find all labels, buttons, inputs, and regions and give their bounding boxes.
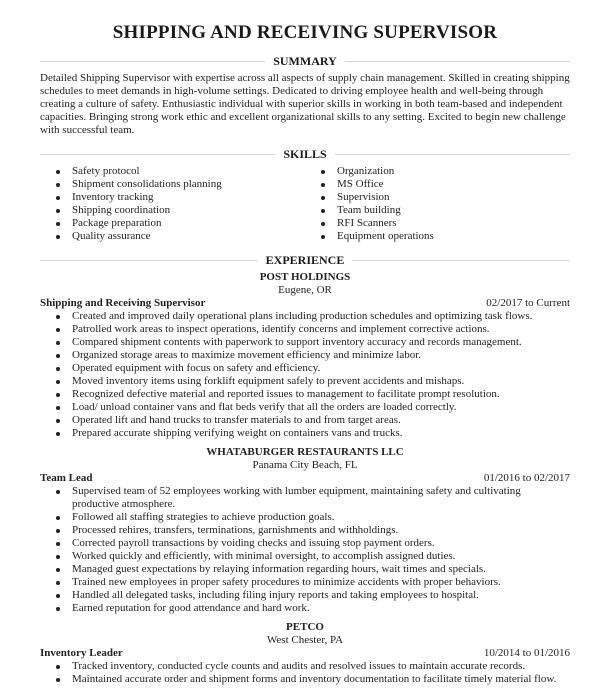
skill-item: Organization [305,165,570,178]
job-bullet: Corrected payroll transactions by voiding checks and issuing stop payment orders. [40,537,570,550]
job-bullet: Followed all staffing strategies to achieve production goals. [40,511,570,524]
job-bullets [40,660,570,686]
divider [40,154,275,155]
job-bullet: Organized storage areas to maximize movement efficiency and minimize labor. [40,349,570,362]
skill-item: RFI Scanners [305,217,570,230]
job-bullet: Operated lift and hand trucks to transfer materials to and from target areas. [40,414,570,427]
job-bullet: Prepared accurate shipping verifying weight on containers vans and trucks. [40,427,570,440]
job-bullet: Trained new employees in proper safety procedures to minimize accidents with proper behaviors. [40,576,570,589]
job-bullets [40,310,570,440]
job-dates: 02/2017 to Current [486,297,570,309]
divider [352,260,570,261]
job-title-row [40,647,570,660]
summary-text: Detailed Shipping Supervisor with expertise across all aspects of supply chain management. Skilled in creating shipping schedules to meet demands in high-volume settings. Dedicated to driving employee health and well-being through creating a culture of safety. Enthusiastic individual with superior skills in working in both team-based and independent capacities. Bringing strong work ethic and excellent organizational skills to any setting. Excited to begin new challenge with successful team. [40,72,570,136]
job-title-row [40,297,570,310]
skill-item: Shipment consolidations planning [40,178,305,191]
job-bullet: Processed rehires, transfers, terminations, garnishments and withholdings. [40,524,570,537]
job-bullet: Load/ unload container vans and flat beds verify that all the orders are loaded correctly. [40,401,570,414]
job-bullets [40,485,570,615]
job-dates: 10/2014 to 01/2016 [483,647,570,659]
job-bullet: Compared shipment contents with paperwork to support inventory accuracy and records management. [40,336,570,349]
skill-item: Package preparation [40,217,305,230]
job-bullet: Worked quickly and efficiently, with minimal oversight, to accomplish assigned duties. [40,550,570,563]
job-entry [40,271,570,440]
job-location: Panama City Beach, FL [252,459,358,471]
job-entry [40,621,570,686]
skills-heading-label: SKILLS [283,146,327,161]
skill-item: Supervision [305,191,570,204]
experience-list [40,271,570,686]
job-location: Eugene, OR [278,284,332,296]
experience-heading-label: EXPERIENCE [265,252,345,267]
job-company: WHATABURGER RESTAURANTS LLC [206,446,404,458]
job-title: Team Lead [40,472,93,484]
job-title: Shipping and Receiving Supervisor [40,297,206,309]
divider [335,154,570,155]
skills-column-left [40,165,305,243]
job-bullet: Maintained accurate order and shipment forms and inventory documentation to facilitate timely material flow. [40,673,570,686]
job-bullet: Managed guest expectations by relaying information regarding hours, wait times and specials. [40,563,570,576]
job-title-row [40,472,570,485]
job-entry [40,446,570,615]
divider [40,61,265,62]
experience-heading [40,253,570,267]
summary-heading [40,54,570,68]
skill-item: Equipment operations [305,230,570,243]
job-bullet: Handled all delegated tasks, including filing injury reports and taking employees to hospital. [40,589,570,602]
job-bullet: Patrolled work areas to inspect operations, identify concerns and implement corrective actions. [40,323,570,336]
job-bullet: Supervised team of 52 employees working with lumber equipment, maintaining safety and cultivating productive atmosphere. [40,485,570,511]
skill-item: Team building [305,204,570,217]
skills-heading [40,147,570,161]
divider [345,61,570,62]
skills-list [40,165,570,243]
job-bullet: Moved inventory items using forklift equipment safely to prevent accidents and mishaps. [40,375,570,388]
job-company: POST HOLDINGS [259,271,351,283]
job-bullet: Earned reputation for good attendance and hard work. [40,602,570,615]
job-company: PETCO [286,621,324,633]
resume-title: SHIPPING AND RECEIVING SUPERVISOR [112,22,498,43]
skill-item: MS Office [305,178,570,191]
job-location: West Chester, PA [266,634,344,646]
job-bullet: Recognized defective material and reported issues to management to facilitate prompt resolution. [40,388,570,401]
job-bullet: Created and improved daily operational plans including production schedules and optimizing task flows. [40,310,570,323]
skill-item: Safety protocol [40,165,305,178]
skills-column-right [305,165,570,243]
divider [40,260,258,261]
skill-item: Shipping coordination [40,204,305,217]
job-title: Inventory Leader [40,647,123,659]
skill-item: Quality assurance [40,230,305,243]
summary-heading-label: SUMMARY [273,53,337,68]
skill-item: Inventory tracking [40,191,305,204]
job-bullet: Tracked inventory, conducted cycle counts and audits and resolved issues to maintain accurate records. [40,660,570,673]
job-bullet: Operated equipment with focus on safety and efficiency. [40,362,570,375]
job-dates: 01/2016 to 02/2017 [483,472,570,484]
